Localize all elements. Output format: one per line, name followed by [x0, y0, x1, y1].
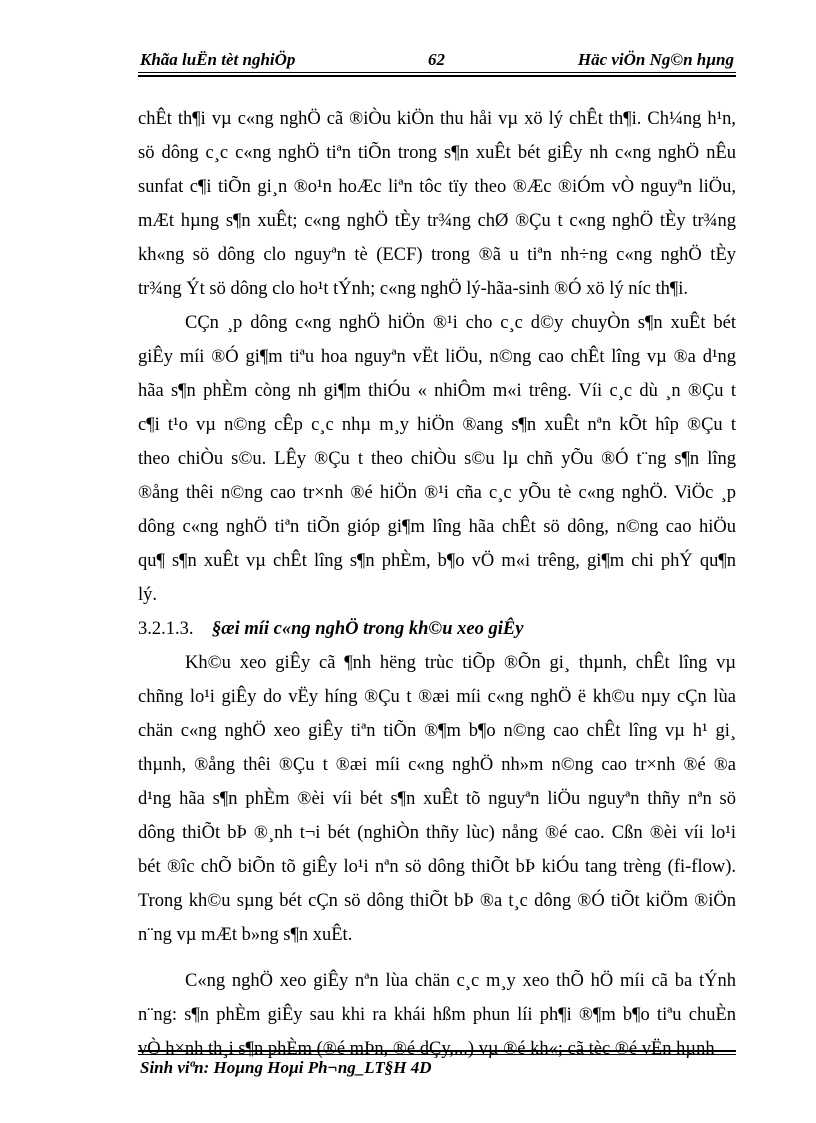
text-line: tr¾ng Ýt sö dông clo ho¹t tÝnh; c«ng nghÖ lý-hãa-sinh ®Ó xö lý níc th¶i. — [138, 279, 689, 299]
footer-student-name: Sinh viªn: Hoµng Hoµi Ph¬ng_LT§H 4D — [140, 1058, 432, 1077]
text-line: C«ng nghÖ xeo giÊy nªn lùa chän c¸c m¸y xeo thÕ hÖ míi cã ba tÝnh — [185, 971, 736, 991]
paragraph — [138, 306, 736, 612]
text-line: CÇn ¸p dông c«ng nghÖ hiÖn ®¹i cho c¸c d©y chuyÒn s¶n xuÊt bét — [185, 313, 736, 333]
text-line: n¨ng vµ mÆt b»ng s¶n xuÊt. — [138, 925, 353, 945]
text-line: qu¶ s¶n xuÊt vµ chÊt lîng s¶n phÈm, b¶o vÖ m«i trêng, gi¶m chi phÝ qu¶n — [138, 551, 736, 571]
text-line: dông thiÕt bÞ ®¸nh t¬i bét (nghiÒn thñy lùc) nång ®é cao. Cßn ®èi víi lo¹i — [138, 823, 736, 843]
page-header — [138, 50, 736, 70]
text-line: ®ång thêi n©ng cao tr×nh ®é hiÖn ®¹i cña c¸c yÕu tè c«ng nghÖ. ViÖc ¸p — [138, 483, 736, 503]
text-line: giÊy míi ®Ó gi¶m tiªu hoa nguyªn vËt liÖu, n©ng cao chÊt lîng vµ ®a d¹ng — [138, 347, 736, 367]
header-page-number: 62 — [428, 50, 445, 69]
text-line: thµnh, ®ång thêi ®Çu t ®æi míi c«ng nghÖ nh»m n©ng cao tr×nh ®é ®a — [138, 755, 736, 775]
footer-rule-thick — [138, 1050, 736, 1052]
text-line: kh«ng sö dông clo nguyªn tè (ECF) trong ®ã u tiªn nh÷ng c«ng nghÖ tÈy — [138, 245, 736, 265]
text-line: bét ®îc chÕ biÕn tõ giÊy lo¹i nªn sö dông thiÕt bÞ kiÓu tang trèng (fi-flow). — [138, 857, 736, 877]
footer-rule-thin — [138, 1054, 736, 1055]
header-rule-thick — [138, 75, 736, 77]
document-body — [138, 102, 736, 1066]
text-line: mÆt hµng s¶n xuÊt; c«ng nghÖ tÈy tr¾ng chØ ®Çu t c«ng nghÖ tÈy tr¾ng — [138, 211, 736, 231]
text-line: Trong kh©u sµng bét cÇn sö dông thiÕt bÞ ®a t¸c dông ®Ó tiÕt kiÖm ®iÖn — [138, 891, 736, 911]
section-heading — [138, 612, 736, 646]
text-line: dông c«ng nghÖ tiªn tiÕn gióp gi¶m lîng hãa chÊt sö dông, n©ng cao hiÖu — [138, 517, 736, 537]
section-number: 3.2.1.3. — [138, 619, 194, 639]
text-line: lý. — [138, 585, 158, 605]
text-line: Kh©u xeo giÊy cã ¶nh hëng trùc tiÕp ®Õn gi¸ thµnh, chÊt lîng vµ — [185, 653, 736, 673]
text-line: n¨ng: s¶n phÈm giÊy sau khi ra khái hßm phun líi ph¶i ®¶m b¶o tiªu chuÈn — [138, 1005, 736, 1025]
header-institution: Häc viÖn Ng©n hµng — [577, 50, 734, 69]
paragraph — [138, 646, 736, 952]
text-line: vÒ h×nh th¸i s¶n phÈm (®é mÞn, ®é dÇy,...) vµ ®é kh«; cã tèc ®é vËn hµnh — [138, 1039, 715, 1059]
text-line: sö dông c¸c c«ng nghÖ tiªn tiÕn trong s¶n xuÊt bét giÊy nh c«ng nghÖ nÊu — [138, 143, 736, 163]
section-title: §æi míi c«ng nghÖ trong kh©u xeo giÊy — [212, 619, 524, 639]
header-rule-thin — [138, 72, 736, 73]
paragraph — [138, 102, 736, 306]
text-line: chÊt th¶i vµ c«ng nghÖ cã ®iÒu kiÖn thu håi vµ xö lý chÊt th¶i. Ch¼ng h¹n, — [138, 109, 736, 129]
header-thesis-title: Khãa luËn tèt nghiÖp — [140, 50, 296, 69]
text-line: chñng lo¹i giÊy do vËy híng ®Çu t ®æi míi c«ng nghÖ ë kh©u nµy cÇn lùa — [138, 687, 736, 707]
text-line: chän c«ng nghÖ xeo giÊy tiªn tiÕn ®¶m b¶o n©ng cao chÊt lîng vµ h¹ gi¸ — [138, 721, 736, 741]
text-line: theo chiÒu s©u. LÊy ®Çu t theo chiÒu s©u lµ chñ yÕu ®Ó t¨ng s¶n lîng — [138, 449, 736, 469]
paragraph-spacer — [138, 952, 736, 964]
text-line: c¶i t¹o vµ n©ng cÊp c¸c nhµ m¸y hiÖn ®ang s¶n xuÊt nªn kÕt hîp ®Çu t — [138, 415, 736, 435]
text-line: sunfat c¶i tiÕn gi¸n ®o¹n hoÆc liªn tôc tïy theo ®Æc ®iÓm vÒ nguyªn liÖu, — [138, 177, 736, 197]
text-line: hãa s¶n phÈm còng nh gi¶m thiÓu « nhiÔm m«i trêng. Víi c¸c dù ¸n ®Çu t — [138, 381, 736, 401]
text-line: d¹ng hãa s¶n phÈm ®èi víi bét s¶n xuÊt tõ nguyªn liÖu nguyªn thñy nªn sö — [138, 789, 736, 809]
